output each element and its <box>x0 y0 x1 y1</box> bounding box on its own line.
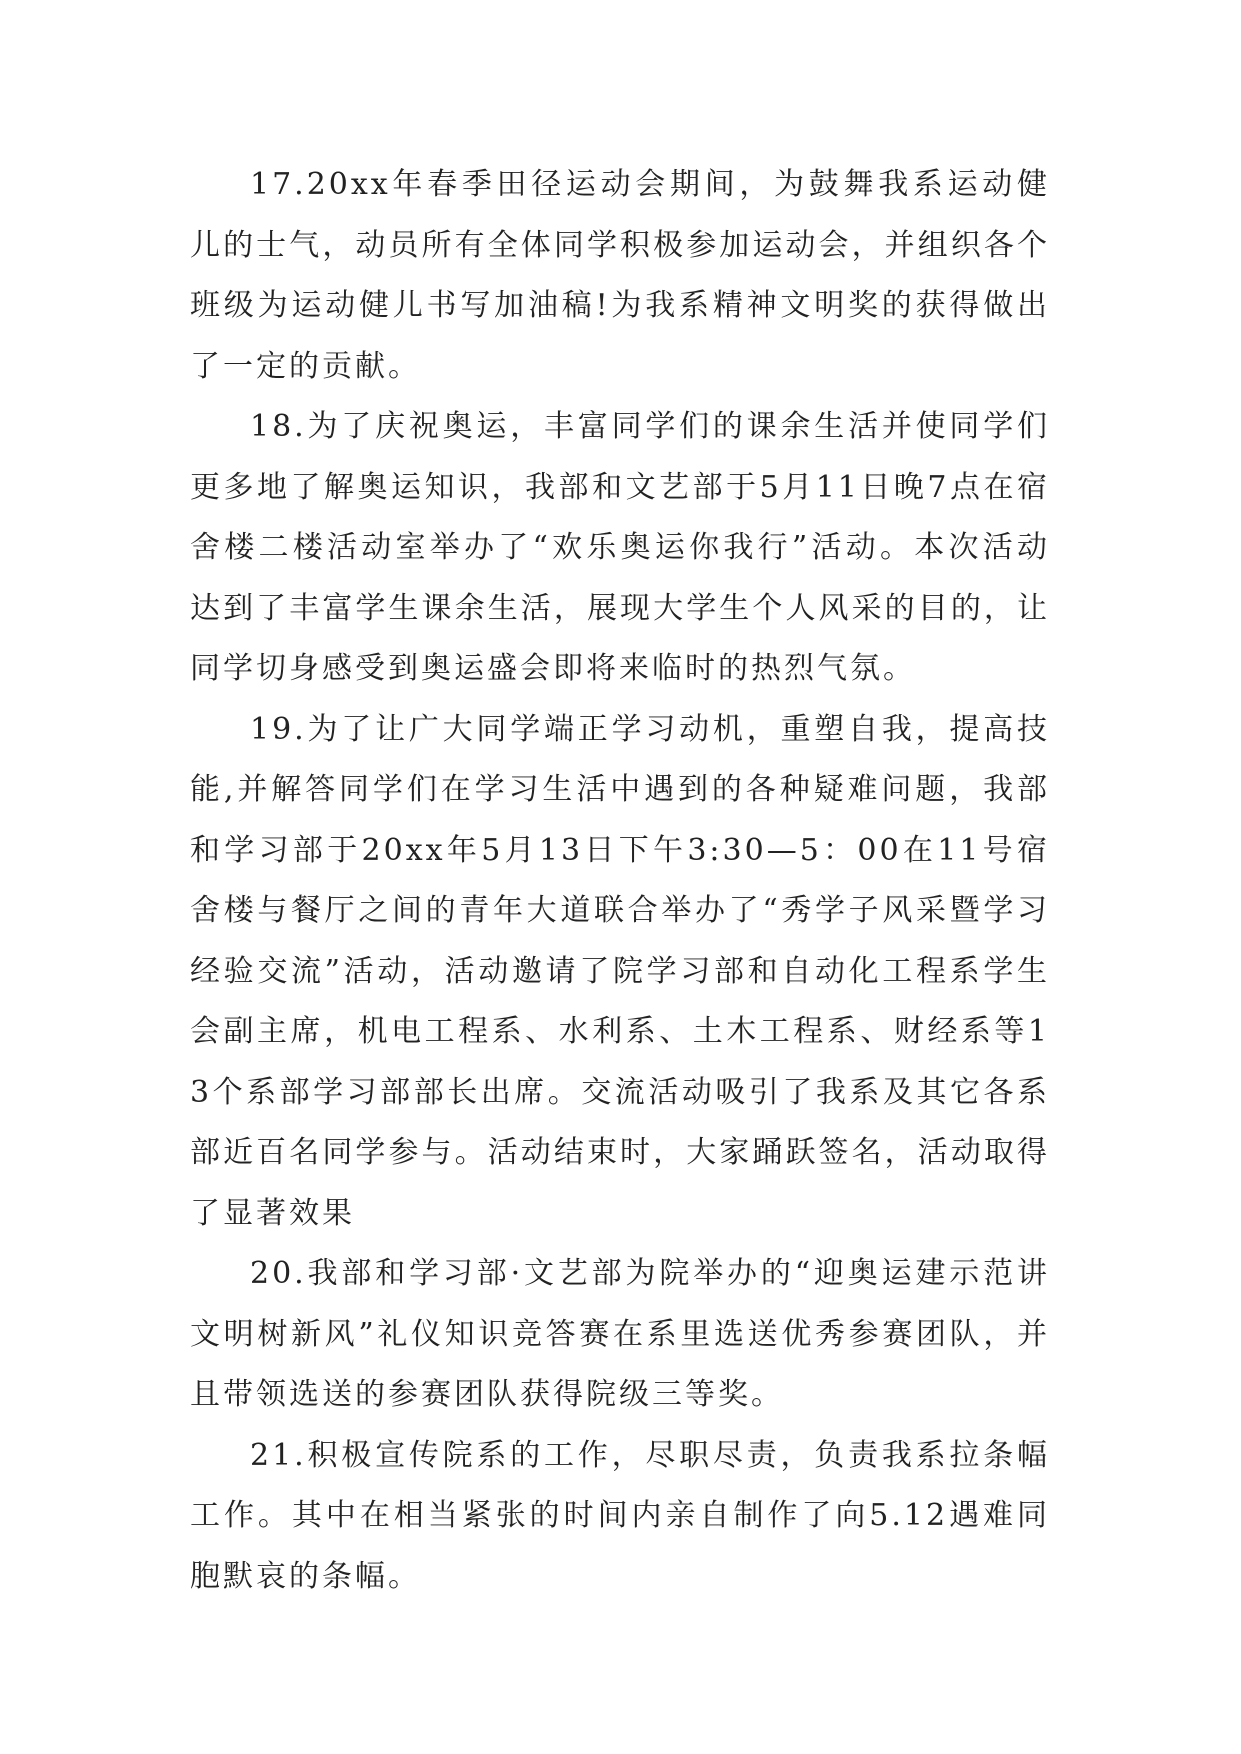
paragraph-17: 17.20xx年春季田径运动会期间，为鼓舞我系运动健儿的士气，动员所有全体同学积极参加运动会，并组织各个班级为运动健儿书写加油稿!为我系精神文明奖的获得做出了一定的贡献。 <box>190 167 1050 384</box>
paragraph-18: 18.为了庆祝奥运，丰富同学们的课余生活并使同学们更多地了解奥运知识，我部和文艺部于5月11日晚7点在宿舍楼二楼活动室举办了“欢乐奥运你我行”活动。本次活动达到了丰富学生课余生活，展现大学生个人风采的目的，让同学切身感受到奥运盛会即将来临时的热烈气氛。 <box>190 409 1050 686</box>
paragraph-21: 21.积极宣传院系的工作，尽职尽责，负责我系拉条幅工作。其中在相当紧张的时间内亲自制作了向5.12遇难同胞默哀的条幅。 <box>190 1437 1050 1594</box>
paragraph-20: 20.我部和学习部·文艺部为院举办的“迎奥运建示范讲文明树新风”礼仪知识竞答赛在系里选送优秀参赛团队，并且带领选送的参赛团队获得院级三等奖。 <box>190 1256 1050 1412</box>
paragraph-19: 19.为了让广大同学端正学习动机，重塑自我，提高技能,并解答同学们在学习生活中遇到的各种疑难问题，我部和学习部于20xx年5月13日下午3:30—5：00在11号宿舍楼与餐厅之间的青年大道联合举办了“秀学子风采暨学习经验交流”活动，活动邀请了院学习部和自动化工程系学生会副主席，机电工程系、水利系、土木工程系、财经系等13个系部学习部部长出席。交流活动吸引了我系及其它各系部近百名同学参与。活动结束时，大家踊跃签名，活动取得了显著效果 <box>190 711 1050 1231</box>
document-body <box>190 155 1050 1607</box>
